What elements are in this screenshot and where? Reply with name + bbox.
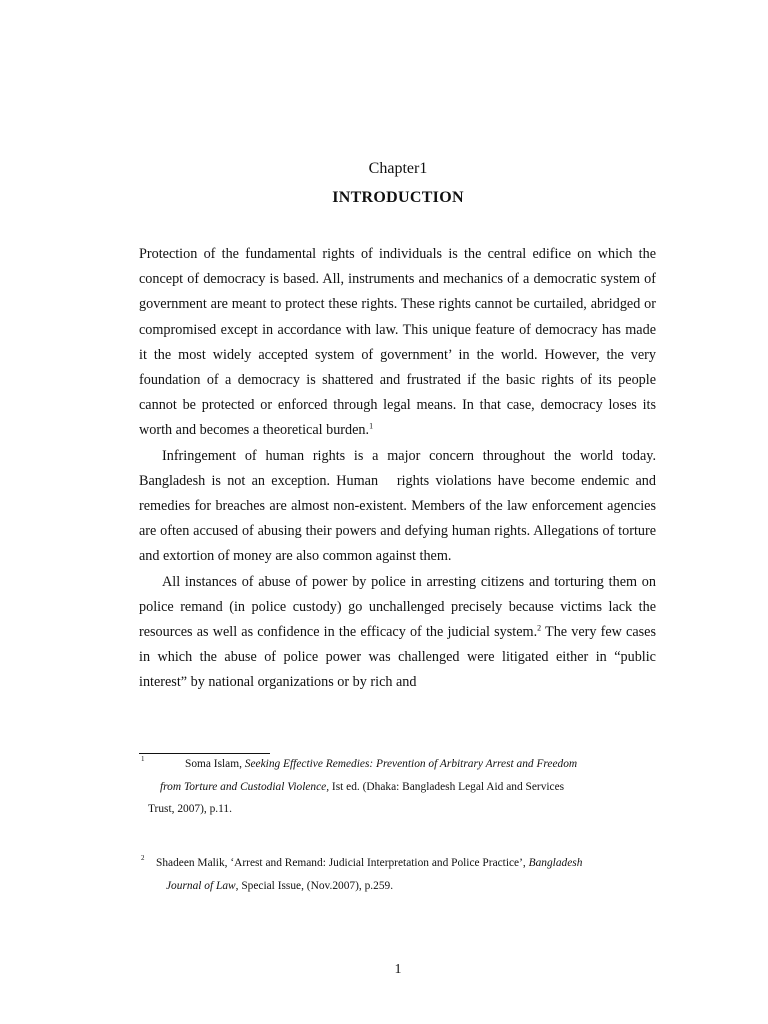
footnote-1-rest: Ist ed. (Dhaka: Bangladesh Legal Aid and Services bbox=[329, 780, 565, 793]
paragraph-1 bbox=[139, 242, 656, 444]
footnote-1-line-1 bbox=[139, 753, 659, 776]
footnote-2-line-1 bbox=[139, 852, 659, 875]
body-text bbox=[139, 242, 656, 696]
footnote-2-line-2 bbox=[139, 875, 659, 898]
paragraph-3-text-before: All instances of abuse of power by police in arresting citizens and torturing them on police remand (in police custody) go unchallenged precisely because victims lack the resources as well as confidence in the efficacy of the judicial system. bbox=[139, 573, 656, 641]
footnote-1-line-3: Trust, 2007), p.11. bbox=[148, 803, 232, 815]
chapter-label: Chapter1 bbox=[368, 160, 428, 177]
paragraph-1-text: Protection of the fundamental rights of individuals is the central edifice on which the concept of democracy is based. All, instruments and mechanics of a democratic system of government are meant to protect these rights. These rights cannot be curtailed, abridged or compromised except in accordance with law. This unique feature of democracy has made it the most widely accepted system of government’ in the world. However, the very foundation of a democracy is shattered and frustrated if the basic rights of its people cannot be protected or enforced through legal means. In that case, democracy loses its worth and becomes a theoretical burden. bbox=[139, 246, 656, 439]
footnote-2-italic-1: Bangladesh bbox=[528, 857, 583, 869]
footnote-2 bbox=[139, 852, 659, 897]
footnote-1-title-line-1: Seeking Effective Remedies: Prevention of Arbitrary Arrest and Freedom bbox=[244, 758, 578, 770]
footnote-2-plain-1: Shadeen Malik, ‘Arrest and Remand: Judicial Interpretation and Police Practice’, bbox=[156, 857, 529, 869]
footnote-1-title-line-2: from Torture and Custodial Violence, bbox=[160, 780, 330, 793]
footnote-ref-2: 2 bbox=[537, 623, 542, 633]
footnote-1-author: Soma Islam, bbox=[185, 758, 245, 770]
footnote-2-number: 2 bbox=[141, 854, 145, 862]
footnote-1-line-2 bbox=[139, 776, 659, 799]
chapter-title: INTRODUCTION bbox=[332, 189, 464, 206]
paragraph-3-text-after: The very few cases in which the abuse of police power was challenged were litigated either in “public interest” by national organizations or by rich and bbox=[139, 624, 656, 691]
footnote-2-italic-2: Journal of Law bbox=[166, 879, 236, 892]
page-number: 1 bbox=[394, 962, 402, 977]
footnote-2-plain-2: , Special Issue, (Nov.2007), p.259. bbox=[235, 879, 394, 892]
paragraph-2: Infringement of human rights is a major concern throughout the world today. Bangladesh is not an exception. Human rights violations have become endemic and remedies for breaches are almost non-existent. Members of the law enforcement agencies are often accused of abusing their powers and defying human rights. Allegations of torture and extortion of money are also common against them. bbox=[139, 447, 656, 565]
footnote-1 bbox=[139, 753, 659, 821]
footnote-ref-1: 1 bbox=[369, 421, 374, 431]
paragraph-3 bbox=[139, 570, 656, 696]
footnote-1-number: 1 bbox=[141, 755, 145, 763]
